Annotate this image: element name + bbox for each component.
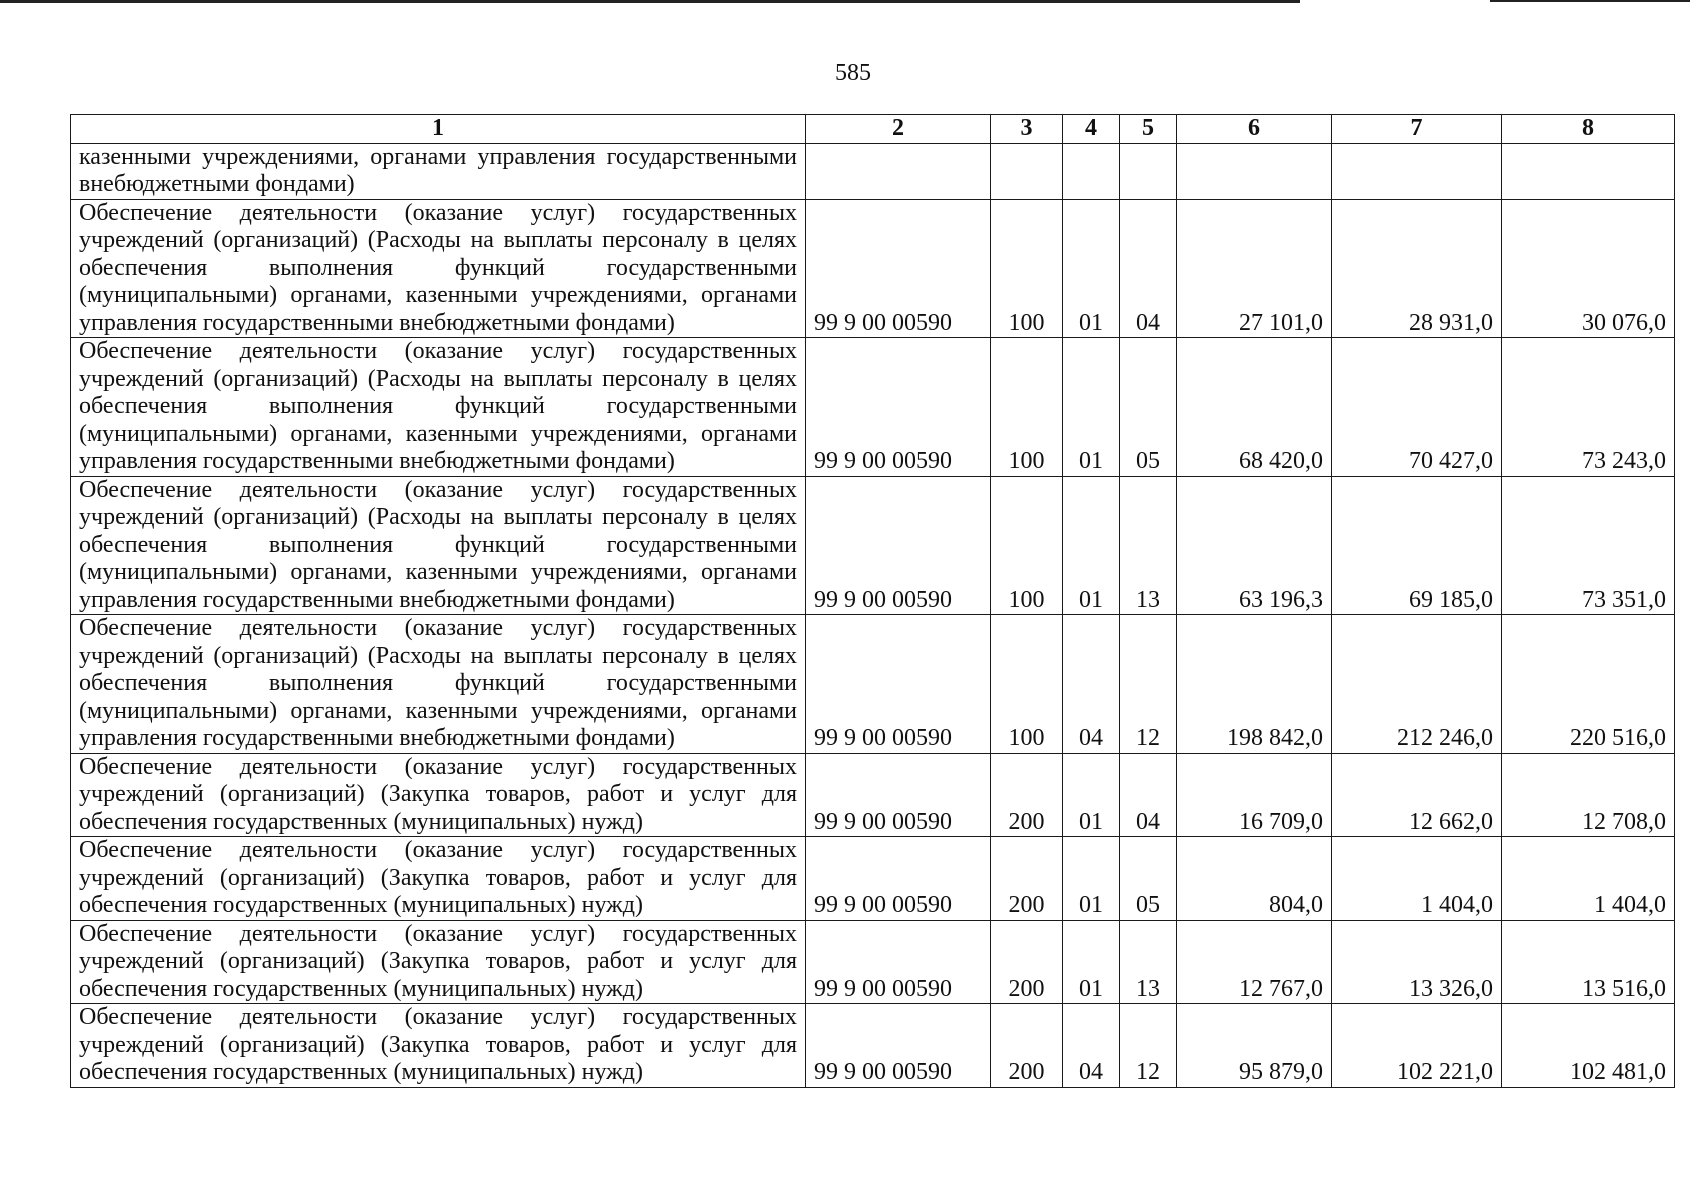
row-value-8: 73 351,0 [1502,476,1675,615]
row-col3: 200 [991,837,1063,921]
budget-table [70,114,1675,1088]
row-description: Обеспечение деятельности (оказание услуг) государственных учреждений (организаций) (Расходы на выплаты персоналу в целях обеспечения выполнения функций государственными (муниципальными) органами, казенными учреждениями, органами управления государственными внебюджетными фондами) [71,476,806,615]
row-col3: 100 [991,615,1063,754]
row-value-7: 12 662,0 [1332,753,1502,837]
row-value-6: 198 842,0 [1177,615,1332,754]
table-row [71,1004,1675,1088]
row-code: 99 9 00 00590 [806,476,991,615]
row-description: казенными учреждениями, органами управления государственными внебюджетными фондами) [71,143,806,199]
column-header: 7 [1332,115,1502,144]
row-description: Обеспечение деятельности (оказание услуг) государственных учреждений (организаций) (Расходы на выплаты персоналу в целях обеспечения выполнения функций государственными (муниципальными) органами, казенными учреждениями, органами управления государственными внебюджетными фондами) [71,615,806,754]
row-value-8: 12 708,0 [1502,753,1675,837]
row-col5: 12 [1120,615,1177,754]
row-col4: 01 [1063,920,1120,1004]
row-col4: 01 [1063,837,1120,921]
row-value-6: 27 101,0 [1177,199,1332,338]
row-value-6: 804,0 [1177,837,1332,921]
column-header: 4 [1063,115,1120,144]
row-value-7: 70 427,0 [1332,338,1502,477]
row-description: Обеспечение деятельности (оказание услуг) государственных учреждений (организаций) (Расходы на выплаты персоналу в целях обеспечения выполнения функций государственными (муниципальными) органами, казенными учреждениями, органами управления государственными внебюджетными фондами) [71,199,806,338]
row-description: Обеспечение деятельности (оказание услуг) государственных учреждений (организаций) (Закупка товаров, работ и услуг для обеспечения государственных (муниципальных) нужд) [71,1004,806,1088]
row-value-7 [1332,143,1502,199]
row-col5: 04 [1120,199,1177,338]
column-header: 5 [1120,115,1177,144]
column-header: 1 [71,115,806,144]
row-value-7: 69 185,0 [1332,476,1502,615]
row-value-8 [1502,143,1675,199]
row-col4: 01 [1063,753,1120,837]
row-value-6 [1177,143,1332,199]
row-value-7: 28 931,0 [1332,199,1502,338]
row-col3: 200 [991,920,1063,1004]
table-row [71,199,1675,338]
row-code: 99 9 00 00590 [806,199,991,338]
column-header: 3 [991,115,1063,144]
row-col5: 12 [1120,1004,1177,1088]
table-row [71,615,1675,754]
row-col4: 01 [1063,199,1120,338]
row-col5 [1120,143,1177,199]
row-col3: 200 [991,1004,1063,1088]
row-value-7: 102 221,0 [1332,1004,1502,1088]
table-row [71,143,1675,199]
row-description: Обеспечение деятельности (оказание услуг) государственных учреждений (организаций) (Закупка товаров, работ и услуг для обеспечения государственных (муниципальных) нужд) [71,753,806,837]
row-col3 [991,143,1063,199]
row-col4: 01 [1063,476,1120,615]
table-row [71,338,1675,477]
row-col3: 200 [991,753,1063,837]
row-code [806,143,991,199]
row-value-6: 63 196,3 [1177,476,1332,615]
row-value-7: 212 246,0 [1332,615,1502,754]
row-value-8: 73 243,0 [1502,338,1675,477]
row-col4: 01 [1063,338,1120,477]
row-value-8: 220 516,0 [1502,615,1675,754]
row-value-8: 13 516,0 [1502,920,1675,1004]
page-number: 585 [835,60,871,86]
scan-edge-line [1490,0,1690,2]
table-row [71,476,1675,615]
row-col3: 100 [991,338,1063,477]
row-value-8: 102 481,0 [1502,1004,1675,1088]
column-header: 8 [1502,115,1675,144]
row-value-8: 30 076,0 [1502,199,1675,338]
row-col5: 05 [1120,837,1177,921]
row-col5: 13 [1120,476,1177,615]
row-col5: 04 [1120,753,1177,837]
row-value-7: 13 326,0 [1332,920,1502,1004]
row-description: Обеспечение деятельности (оказание услуг) государственных учреждений (организаций) (Расходы на выплаты персоналу в целях обеспечения выполнения функций государственными (муниципальными) органами, казенными учреждениями, органами управления государственными внебюджетными фондами) [71,338,806,477]
row-value-6: 95 879,0 [1177,1004,1332,1088]
row-value-7: 1 404,0 [1332,837,1502,921]
row-col3: 100 [991,476,1063,615]
row-value-8: 1 404,0 [1502,837,1675,921]
row-code: 99 9 00 00590 [806,338,991,477]
row-value-6: 16 709,0 [1177,753,1332,837]
table-row [71,920,1675,1004]
column-header: 6 [1177,115,1332,144]
row-col4 [1063,143,1120,199]
row-code: 99 9 00 00590 [806,615,991,754]
row-description: Обеспечение деятельности (оказание услуг) государственных учреждений (организаций) (Закупка товаров, работ и услуг для обеспечения государственных (муниципальных) нужд) [71,920,806,1004]
scan-edge-line [0,0,1300,3]
row-col5: 13 [1120,920,1177,1004]
column-header: 2 [806,115,991,144]
row-description: Обеспечение деятельности (оказание услуг) государственных учреждений (организаций) (Закупка товаров, работ и услуг для обеспечения государственных (муниципальных) нужд) [71,837,806,921]
row-col4: 04 [1063,615,1120,754]
row-col3: 100 [991,199,1063,338]
table-row [71,837,1675,921]
row-value-6: 12 767,0 [1177,920,1332,1004]
table-header-row [71,115,1675,144]
row-value-6: 68 420,0 [1177,338,1332,477]
row-col4: 04 [1063,1004,1120,1088]
row-code: 99 9 00 00590 [806,837,991,921]
table-row [71,753,1675,837]
row-code: 99 9 00 00590 [806,920,991,1004]
row-code: 99 9 00 00590 [806,1004,991,1088]
row-code: 99 9 00 00590 [806,753,991,837]
row-col5: 05 [1120,338,1177,477]
